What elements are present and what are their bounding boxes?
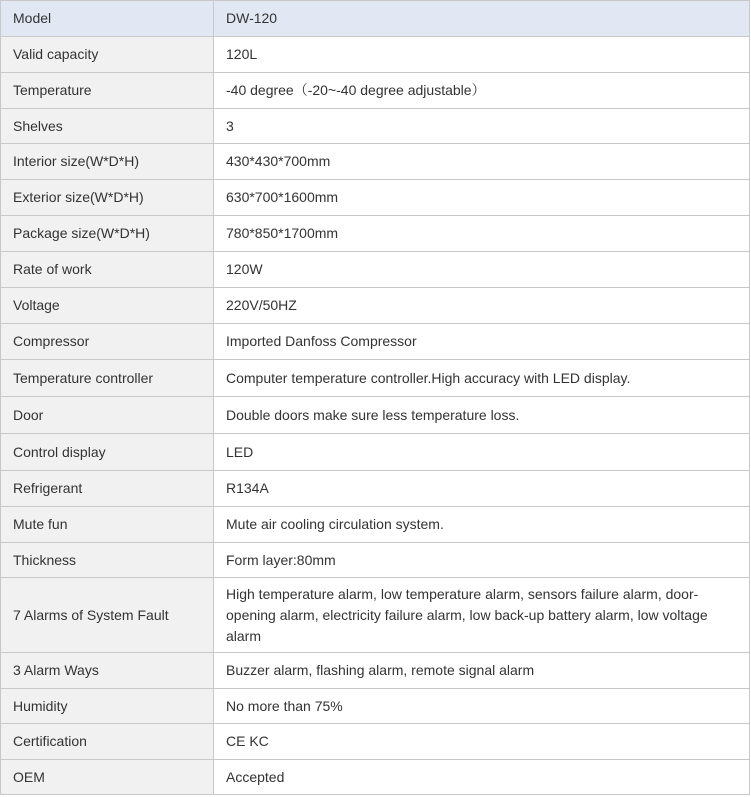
row-label: Shelves (1, 109, 214, 144)
header-value: DW-120 (214, 1, 750, 37)
table-row (1, 252, 750, 288)
row-value: 220V/50HZ (214, 288, 750, 324)
row-label: Temperature controller (1, 360, 214, 397)
table-row (1, 180, 750, 216)
row-value: LED (214, 434, 750, 471)
row-value: 430*430*700mm (214, 144, 750, 180)
row-label: Package size(W*D*H) (1, 216, 214, 252)
row-label: Exterior size(W*D*H) (1, 180, 214, 216)
row-value: R134A (214, 471, 750, 507)
table-row (1, 689, 750, 724)
row-label: OEM (1, 760, 214, 795)
table-row (1, 507, 750, 543)
row-label: 7 Alarms of System Fault (1, 578, 214, 653)
row-value: Double doors make sure less temperature loss. (214, 397, 750, 434)
table-row (1, 543, 750, 578)
table-row (1, 109, 750, 144)
row-label: Interior size(W*D*H) (1, 144, 214, 180)
row-value: CE KC (214, 724, 750, 760)
row-label: Valid capacity (1, 37, 214, 73)
row-label: Humidity (1, 689, 214, 724)
table-row (1, 324, 750, 360)
table-row (1, 73, 750, 109)
table-row (1, 397, 750, 434)
table-row (1, 471, 750, 507)
table-row (1, 760, 750, 795)
row-label: Voltage (1, 288, 214, 324)
row-value: Imported Danfoss Compressor (214, 324, 750, 360)
row-value: Computer temperature controller.High accuracy with LED display. (214, 360, 750, 397)
row-label: Temperature (1, 73, 214, 109)
row-label: Door (1, 397, 214, 434)
row-label: Mute fun (1, 507, 214, 543)
row-label: Refrigerant (1, 471, 214, 507)
table-row (1, 216, 750, 252)
row-label: Certification (1, 724, 214, 760)
row-value: 120L (214, 37, 750, 73)
table-row (1, 578, 750, 653)
table-row (1, 144, 750, 180)
row-label: Control display (1, 434, 214, 471)
row-value: 120W (214, 252, 750, 288)
row-value: High temperature alarm, low temperature alarm, sensors failure alarm, door-opening alarm, electricity failure alarm, low back-up battery alarm, low voltage alarm (214, 578, 750, 653)
row-value: No more than 75% (214, 689, 750, 724)
row-label: Thickness (1, 543, 214, 578)
table-row (1, 653, 750, 689)
spec-table-body (1, 1, 750, 795)
row-value: 3 (214, 109, 750, 144)
row-value: 630*700*1600mm (214, 180, 750, 216)
header-label: Model (1, 1, 214, 37)
row-value: Form layer:80mm (214, 543, 750, 578)
row-label: Compressor (1, 324, 214, 360)
row-value: Mute air cooling circulation system. (214, 507, 750, 543)
table-header-row (1, 1, 750, 37)
row-label: 3 Alarm Ways (1, 653, 214, 689)
row-value: -40 degree（-20~-40 degree adjustable） (214, 73, 750, 109)
table-row (1, 288, 750, 324)
table-row (1, 434, 750, 471)
table-row (1, 360, 750, 397)
table-row (1, 37, 750, 73)
row-value: Accepted (214, 760, 750, 795)
row-value: 780*850*1700mm (214, 216, 750, 252)
table-row (1, 724, 750, 760)
row-label: Rate of work (1, 252, 214, 288)
row-value: Buzzer alarm, flashing alarm, remote signal alarm (214, 653, 750, 689)
